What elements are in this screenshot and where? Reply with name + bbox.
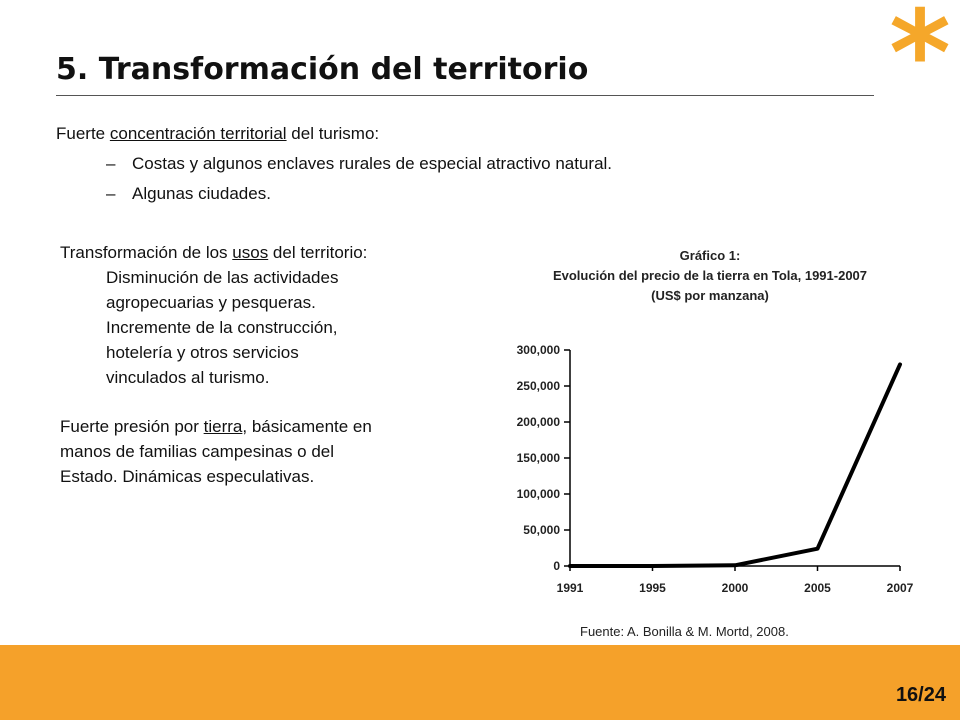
uses-line: agropecuarias y pesqueras. [106, 293, 316, 312]
pressure-underlined: tierra [203, 417, 243, 436]
spacer [60, 390, 480, 414]
x-tick-label: 1995 [639, 581, 666, 595]
footer-bar [0, 645, 960, 720]
intro-prefix: Fuerte [56, 124, 110, 143]
pressure-line: Estado. Dinámicas especulativas. [60, 467, 315, 486]
data-point [651, 565, 654, 568]
uses-heading-underlined: usos [232, 243, 269, 262]
uses-line: Incremente de la construcción, [106, 318, 338, 337]
data-point [734, 564, 737, 567]
pressure-line: manos de familias campesinas o del [60, 442, 335, 461]
pressure-suffix: , básicamente en [242, 417, 372, 436]
intro-underlined: concentración territorial [109, 124, 287, 143]
page-number: 16/24 [895, 684, 946, 706]
chart-units: (US$ por manzana) [651, 288, 769, 303]
chart-title: Gráfico 1: [679, 248, 741, 263]
uses-line: vinculados al turismo. [106, 368, 270, 387]
series-line [570, 364, 900, 566]
y-tick-label: 250,000 [516, 379, 560, 393]
intro-line [56, 123, 379, 145]
uses-heading [60, 240, 480, 265]
x-tick-label: 2007 [886, 581, 914, 595]
uses-line: hotelería y otros servicios [106, 343, 299, 362]
y-tick-label: 0 [553, 559, 560, 573]
pressure-prefix: Fuerte presión por [60, 417, 204, 436]
chart-subtitle: Evolución del precio de la tierra en Tola, 1991-2007 [552, 268, 868, 283]
uses-heading-suffix: del territorio: [268, 243, 368, 262]
bullet-dash: – [106, 154, 116, 173]
uses-heading-prefix: Transformación de los [60, 243, 233, 262]
bullet-text: Algunas ciudades. [132, 184, 271, 203]
data-point [816, 547, 819, 550]
data-point [569, 565, 572, 568]
line-chart [490, 330, 930, 610]
y-tick-label: 100,000 [516, 487, 560, 501]
intro-suffix: del turismo: [286, 124, 380, 143]
title-divider [56, 95, 874, 96]
bullet-text: Costas y algunos enclaves rurales de especial atractivo natural. [132, 154, 613, 173]
y-tick-label: 300,000 [516, 343, 560, 357]
asterisk-logo-icon: * [889, 0, 951, 122]
chart-source: Fuente: A. Bonilla & M. Mortd, 2008. [580, 624, 789, 639]
x-tick-label: 2005 [804, 581, 831, 595]
page-title: 5. Transformación del territorio [56, 52, 589, 87]
y-tick-label: 150,000 [516, 451, 560, 465]
data-point [899, 363, 902, 366]
y-tick-label: 200,000 [516, 415, 560, 429]
uses-line: Disminución de las actividades [106, 268, 339, 287]
chart-title-block [500, 246, 920, 306]
bullet-dash: – [106, 184, 116, 203]
left-text-block [60, 240, 480, 489]
x-tick-label: 1991 [556, 581, 584, 595]
pressure-line [60, 414, 480, 439]
bullet-item [106, 183, 271, 205]
y-tick-label: 50,000 [523, 523, 560, 537]
bullet-item [106, 153, 612, 175]
x-tick-label: 2000 [721, 581, 749, 595]
